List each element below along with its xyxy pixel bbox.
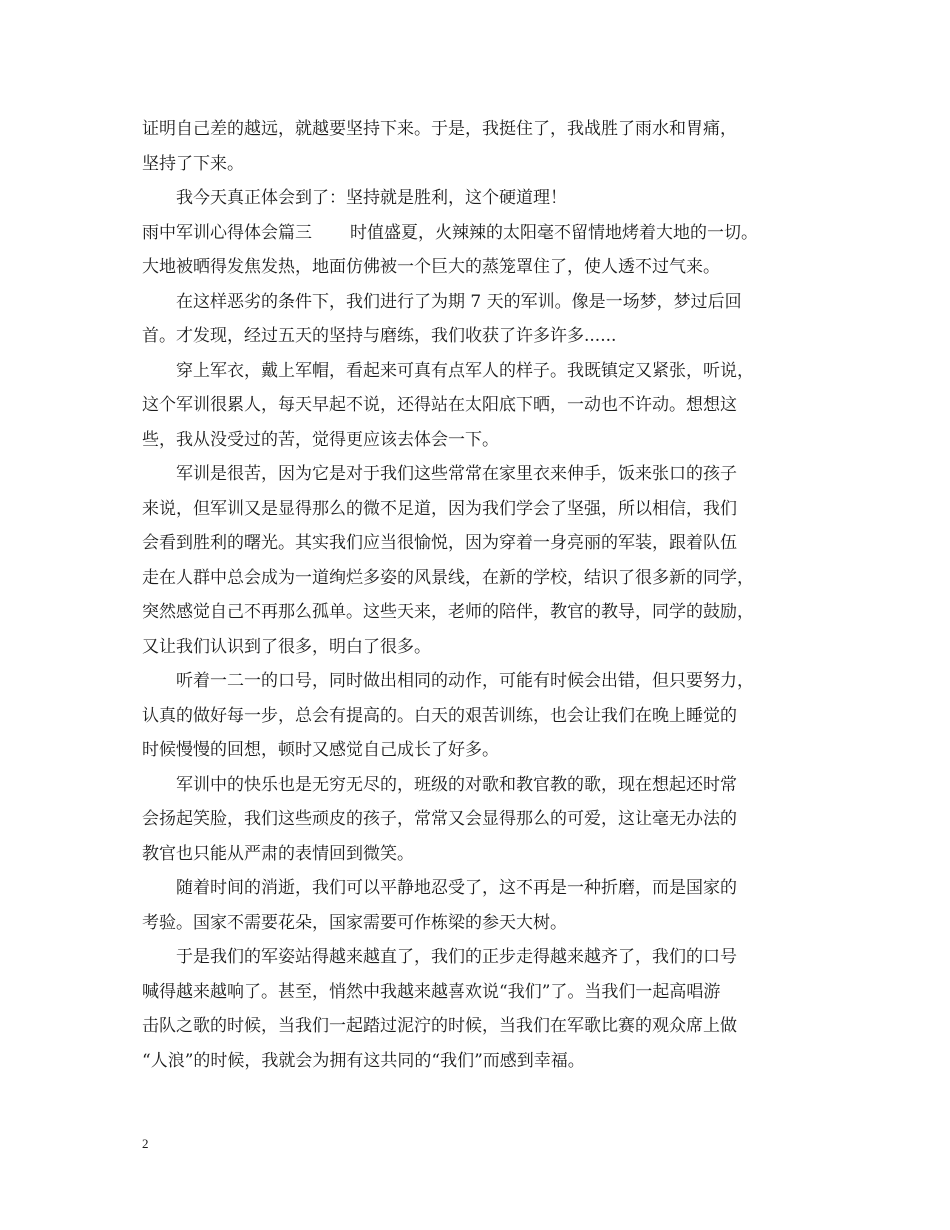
- text-line: 考验。国家不需要花朵，国家需要可作栋梁的参天大树。: [142, 912, 567, 933]
- text-line: 时候慢慢的回想，顿时又感觉自己成长了好多。: [142, 740, 499, 760]
- text-line: 听着一二一的口号，同时做出相同的动作，可能有时候会出错，但只要努力，: [176, 671, 754, 691]
- text-line: 喊得越来越响了。甚至，悄然中我越来越喜欢说“我们”了。当我们一起高唱游: [142, 981, 721, 1002]
- text-line: 随着时间的消逝，我们可以平静地忍受了，这不再是一种折磨，而是国家的: [176, 878, 737, 898]
- text-line: 于是我们的军姿站得越来越直了，我们的正步走得越来越齐了，我们的口号: [176, 947, 737, 967]
- text-line: 突然感觉自己不再那么孤单。这些天来，老师的陪伴，教官的教导，同学的鼓励，: [142, 602, 754, 622]
- text-line: 教官也只能从严肃的表情回到微笑。: [142, 843, 414, 864]
- text-line: 时值盛夏，火辣辣的太阳毫不留情地烤着大地的一切。: [350, 222, 758, 243]
- text-line: 走在人群中总会成为一道绚烂多姿的风景线，在新的学校，结识了很多新的同学，: [142, 567, 754, 588]
- text-line: 会看到胜利的曙光。其实我们应当很愉悦，因为穿着一身亮丽的军装，跟着队伍: [142, 533, 737, 553]
- text-line: “人浪”的时候，我就会为拥有这共同的“我们”而感到幸福。: [142, 1050, 585, 1071]
- text-line: 这个军训很累人，每天早起不说，还得站在太阳底下晒，一动也不许动。想想这: [142, 395, 737, 415]
- text-line: 首。才发现，经过五天的坚持与磨练，我们收获了许多许多......: [142, 326, 617, 346]
- text-line: 大地被晒得发焦发热，地面仿佛被一个巨大的蒸笼罩住了，使人透不过气来。: [142, 257, 720, 277]
- text-line: 证明自己差的越远，就越要坚持下来。于是，我挺住了，我战胜了雨水和胃痛，: [142, 119, 737, 139]
- section-heading: 雨中军训心得体会篇三: [142, 222, 312, 243]
- text-line: 军训中的快乐也是无穷无尽的，班级的对歌和教官教的歌，现在想起还时常: [176, 774, 737, 795]
- text-line: 在这样恶劣的条件下，我们进行了为期 7 天的军训。像是一场梦，梦过后回: [176, 291, 742, 312]
- page-number: 2: [142, 1136, 149, 1151]
- document-body: [142, 112, 822, 1078]
- text-line: 击队之歌的时候，当我们一起踏过泥泞的时候，当我们在军歌比赛的观众席上做: [142, 1016, 737, 1036]
- text-line: 会扬起笑脸，我们这些顽皮的孩子，常常又会显得那么的可爱，这让毫无办法的: [142, 809, 737, 829]
- text-line: 军训是很苦，因为它是对于我们这些常常在家里衣来伸手，饭来张口的孩子: [176, 464, 737, 484]
- text-line: 又让我们认识到了很多，明白了很多。: [142, 636, 431, 657]
- text-line: 认真的做好每一步，总会有提高的。白天的艰苦训练，也会让我们在晚上睡觉的: [142, 705, 737, 726]
- text-line: 坚持了下来。: [142, 153, 244, 174]
- text-line: 我今天真正体会到了：坚持就是胜利，这个硬道理！: [176, 188, 567, 208]
- text-line: 些，我从没受过的苦，觉得更应该去体会一下。: [142, 429, 499, 450]
- text-line: 穿上军衣，戴上军帽，看起来可真有点军人的样子。我既镇定又紧张，听说，: [176, 360, 754, 381]
- text-line: 来说，但军训又是显得那么的微不足道，因为我们学会了坚强，所以相信，我们: [142, 498, 737, 519]
- section-heading-line: [142, 216, 822, 251]
